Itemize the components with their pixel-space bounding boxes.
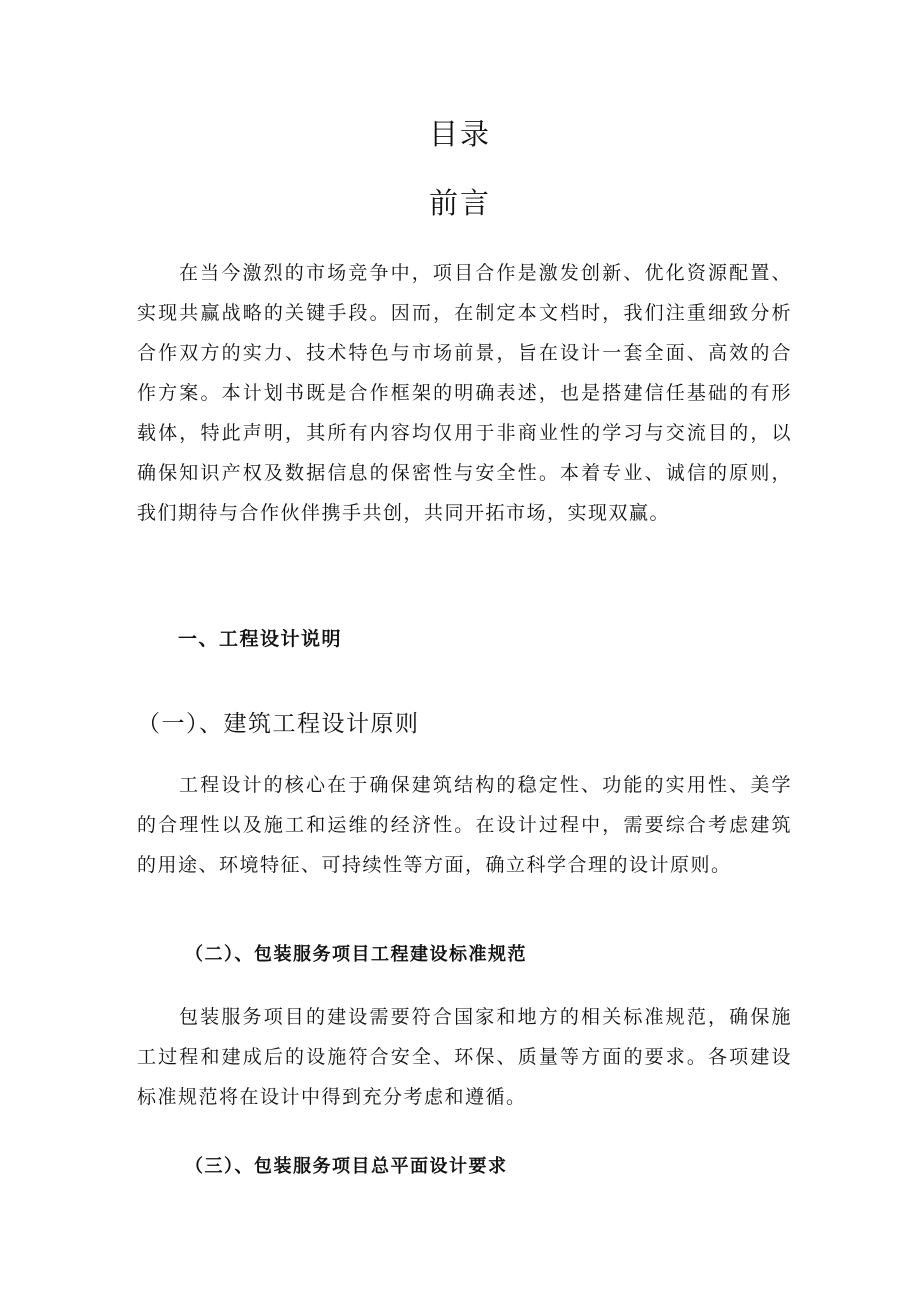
section-heading-engineering-design: 一、工程设计说明	[178, 628, 343, 650]
construction-standards-paragraph: 包装服务项目的建设需要符合国家和地方的相关标准规范，确保施工过程和建成后的设施符合安全、环保、质量等方面的要求。各项建设标准规范将在设计中得到充分考虑和遵循。	[137, 1006, 792, 1108]
toc-title: 目录	[428, 117, 491, 151]
preface-title: 前言	[428, 186, 491, 220]
design-principles-paragraph: 工程设计的核心在于确保建筑结构的稳定性、功能的实用性、美学的合理性以及施工和运维的经济性。在设计过程中，需要综合考虑建筑的用途、环境特征、可持续性等方面，确立科学合理的设计原则。	[137, 774, 792, 876]
subsection-heading-site-layout: （三）、包装服务项目总平面设计要求	[185, 1156, 508, 1177]
preface-paragraph: 在当今激烈的市场竞争中，项目合作是激发创新、优化资源配置、实现共赢战略的关键手段。因而，在制定本文档时，我们注重细致分析合作双方的实力、技术特色与市场前景，旨在设计一套全面、高效的合作方案。本计划书既是合作框架的明确表述，也是搭建信任基础的有形载体，特此声明，其所有内容均仅用于非商业性的学习与交流目的，以确保知识产权及数据信息的保密性与安全性。本着专业、诚信的原则，我们期待与合作伙伴携手共创，共同开拓市场，实现双赢。	[137, 262, 792, 524]
subsection-heading-design-principles: （一）、建筑工程设计原则	[137, 711, 420, 737]
subsection-heading-construction-standards: （二）、包装服务项目工程建设标准规范	[185, 944, 527, 965]
